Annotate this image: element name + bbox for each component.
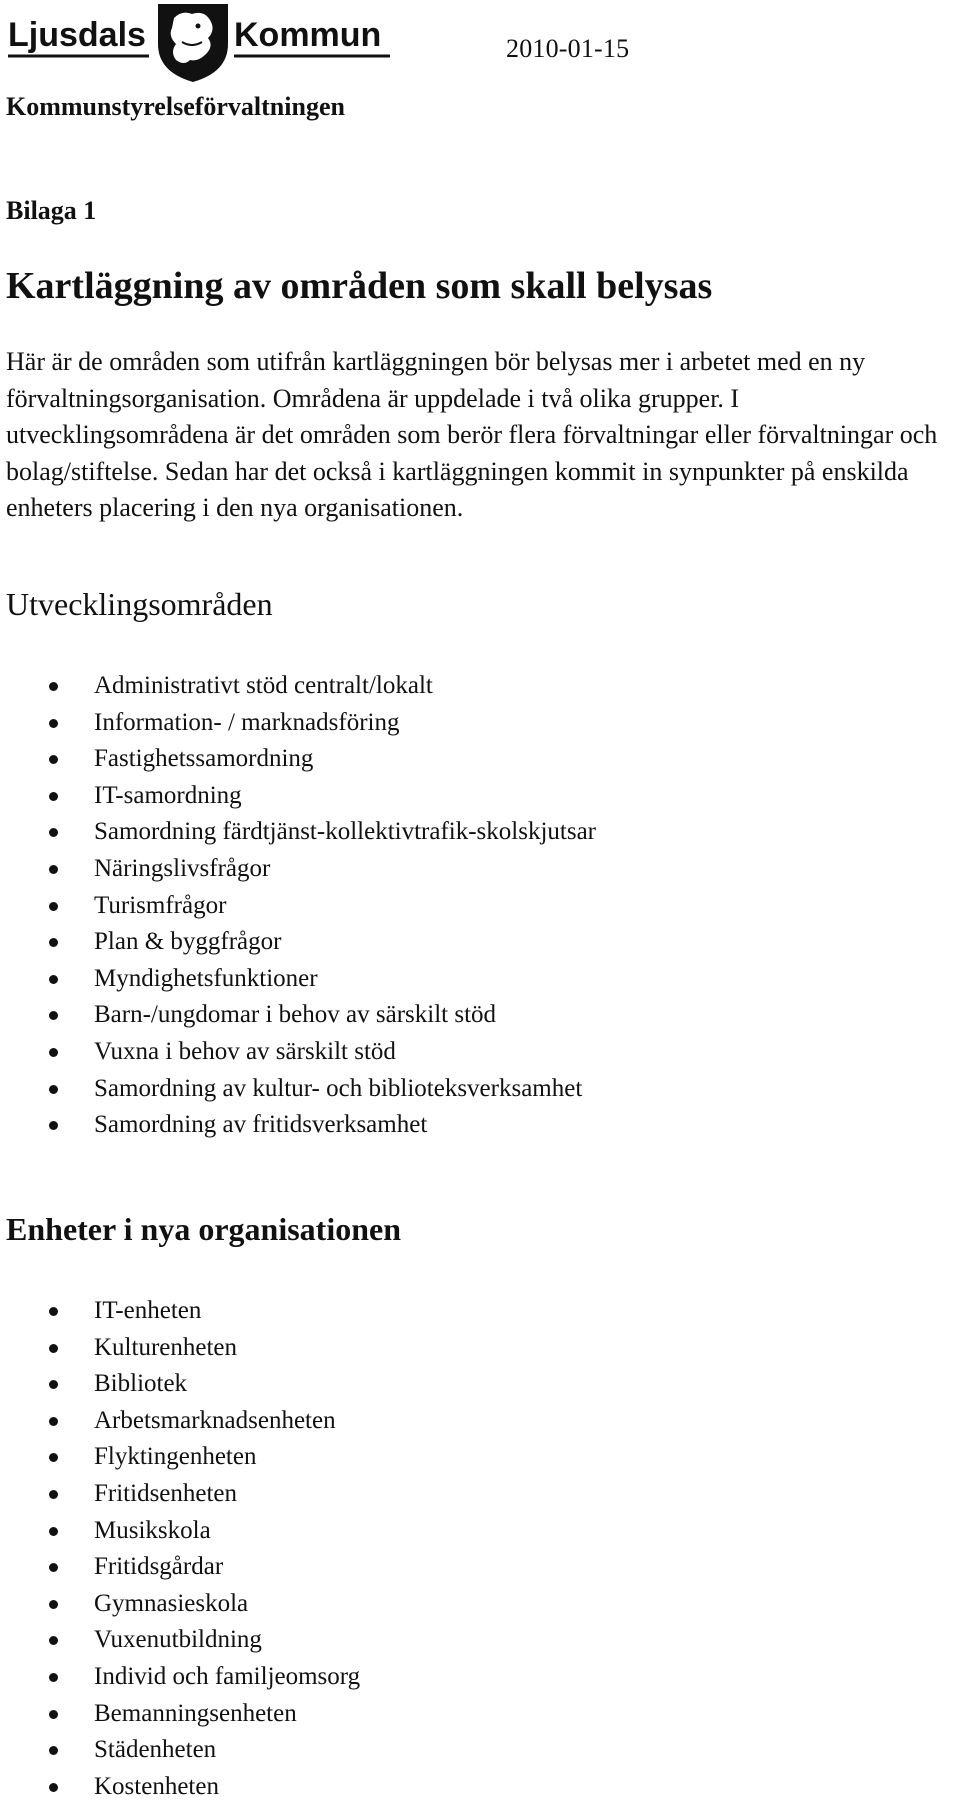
municipality-logo [6,2,396,84]
document-date: 2010-01-15 [506,34,630,63]
list-item [0,1034,596,1071]
bullet-icon [49,828,58,837]
list-item-label: IT-samordning [94,781,242,809]
bullet-icon [49,938,58,947]
bullet-icon [49,1417,58,1426]
list-item [0,1586,360,1623]
list-item [0,705,596,742]
list-item [0,1330,360,1367]
bullet-icon [49,1085,58,1094]
annex-label: Bilaga 1 [6,196,97,225]
list-item-label: Städenheten [94,1736,217,1764]
bullet-icon [49,1121,58,1130]
logo-graphic [6,2,396,84]
bullet-icon [49,719,58,728]
new-units-heading: Enheter i nya organisationen [6,1211,401,1247]
list-item [0,1549,360,1586]
bullet-icon [49,1011,58,1020]
bullet-icon [49,1380,58,1389]
list-item-label: Gymnasieskola [94,1589,249,1617]
list-item-label: Samordning färdtjänst-kollektivtrafik-skolskjutsar [94,818,596,846]
list-item [0,778,596,815]
coat-of-arms-icon [158,4,228,82]
document-header [6,0,956,90]
list-item-label: Kostenheten [94,1772,219,1800]
list-item [0,1696,360,1733]
list-item [0,1732,360,1769]
list-item-label: Samordning av kultur- och biblioteksverksamhet [94,1074,583,1102]
list-item-label: Vuxenutbildning [94,1626,262,1654]
bullet-icon [49,1563,58,1572]
bullet-icon [49,755,58,764]
list-item-label: Bibliotek [94,1370,188,1398]
bullet-icon [49,1344,58,1353]
list-item [0,668,596,705]
list-item [0,1403,360,1440]
bullet-icon [49,1490,58,1499]
list-item-label: Turismfrågor [94,891,227,919]
list-item-label: Fritidsenheten [94,1479,238,1507]
list-item-label: Barn-/ungdomar i behov av särskilt stöd [94,1001,497,1029]
development-areas-heading: Utvecklingsområden [6,586,273,622]
bullet-icon [49,902,58,911]
list-item [0,888,596,925]
list-item-label: Bemanningsenheten [94,1699,297,1727]
list-item-label: Plan & byggfrågor [94,928,282,956]
new-units-list [0,1293,360,1805]
list-item [0,997,596,1034]
list-item-label: IT-enheten [94,1297,202,1324]
list-item-label: Fritidsgårdar [94,1553,224,1581]
list-item-label: Kulturenheten [94,1333,238,1361]
list-item [0,924,596,961]
logo-text-left: Ljusdals [8,16,146,54]
list-item [0,814,596,851]
bullet-icon [49,1636,58,1645]
list-item-label: Information- / marknadsföring [94,708,400,736]
list-item-label: Samordning av fritidsverksamhet [94,1111,428,1139]
list-item-label: Fastighetssamordning [94,745,314,773]
list-item-label: Arbetsmarknadsenheten [94,1406,336,1434]
list-item-label: Vuxna i behov av särskilt stöd [94,1037,396,1065]
list-item [0,1071,596,1108]
list-item [0,1476,360,1513]
bullet-icon [49,1600,58,1609]
list-item-label: Musikskola [94,1516,211,1544]
list-item [0,1659,360,1696]
list-item [0,1513,360,1550]
list-item-label: Flyktingenheten [94,1443,257,1471]
document-title: Kartläggning av områden som skall belysas [6,265,713,307]
bullet-icon [49,1710,58,1719]
bullet-icon [49,975,58,984]
bullet-icon [49,1783,58,1792]
list-item [0,741,596,778]
bullet-icon [49,1746,58,1755]
bullet-icon [49,1307,58,1316]
intro-paragraph: Här är de områden som utifrån kartläggningen bör belysas mer i arbetet med en ny förvaltningsorganisation. Områdena är uppdelade i två olika grupper. I utvecklingsområdena är det områden som berör flera förvaltningar eller förvaltningar och bolag/stiftelse. Sedan har det också i kartläggningen kommit in synpunkter på enskilda enheters placering i den nya organisationen. [6,347,938,522]
bullet-icon [49,1453,58,1462]
logo-text-right: Kommun [234,16,382,54]
list-item-label: Individ och familjeomsorg [94,1662,361,1690]
list-item [0,1622,360,1659]
department-name: Kommunstyrelseförvaltningen [6,92,345,121]
bullet-icon [49,682,58,691]
list-item [0,1439,360,1476]
development-areas-list [0,668,596,1144]
list-item [0,1366,360,1403]
bullet-icon [49,1527,58,1536]
bullet-icon [49,865,58,874]
bullet-icon [49,792,58,801]
list-item-label: Näringslivsfrågor [94,854,271,882]
list-item [0,961,596,998]
list-item [0,851,596,888]
list-item [0,1293,360,1330]
list-item-label: Myndighetsfunktioner [94,964,318,992]
bullet-icon [49,1673,58,1682]
list-item-label: Administrativt stöd centralt/lokalt [94,672,433,699]
bullet-icon [49,1048,58,1057]
list-item [0,1107,596,1144]
